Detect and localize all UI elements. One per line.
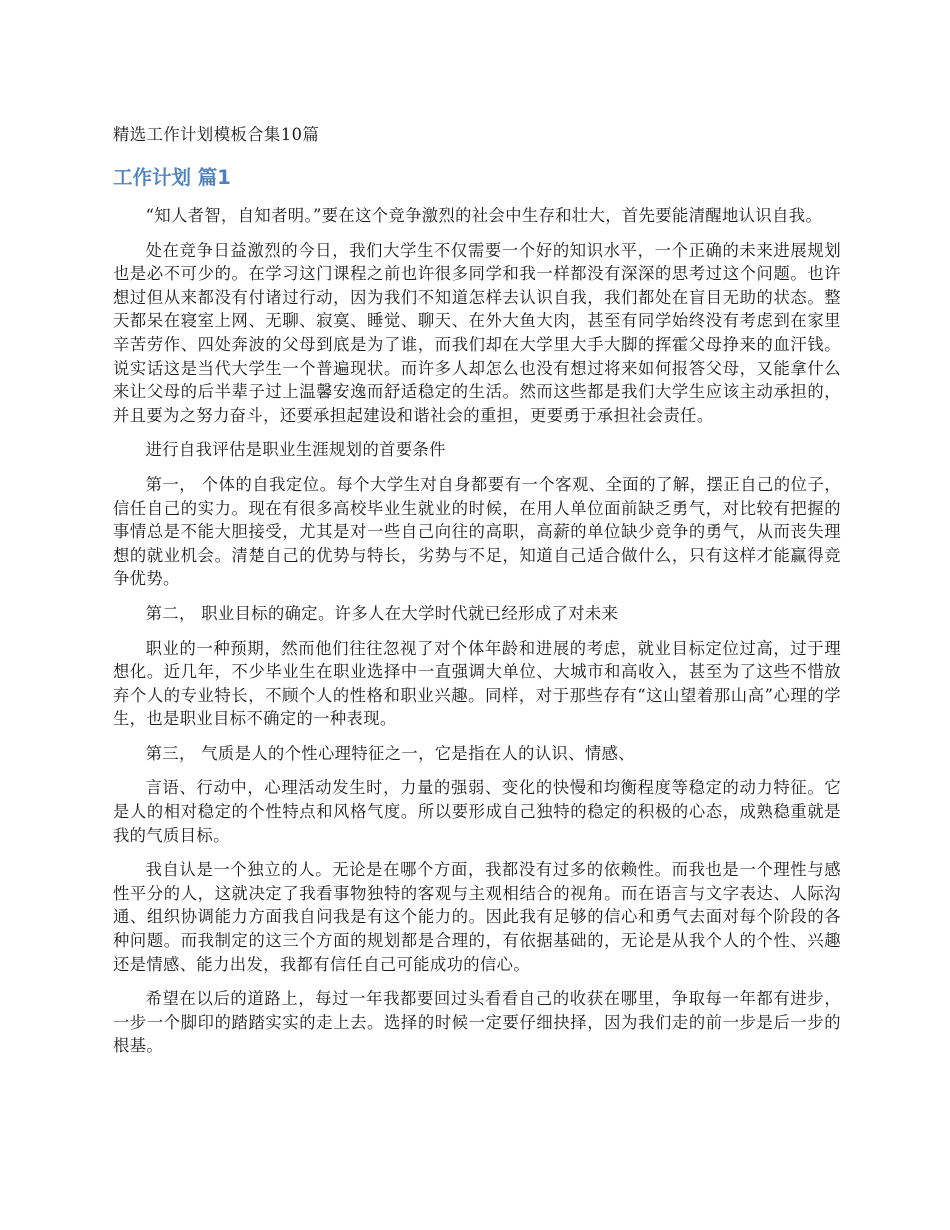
paragraph: 希望在以后的道路上，每过一年我都要回过头看看自己的收获在哪里，争取每一年都有进步，一步一个脚印的踏踏实实的走上去。选择的时候一定要仔细抉择，因为我们走的前一步是后一步的根基。 [113,989,841,1056]
paragraph: 第二， 职业目标的确定。许多人在大学时代就已经形成了对未来 [145,603,619,623]
document-title: 精选工作计划模板合集10篇 [113,125,320,144]
paragraph: 进行自我评估是职业生涯规划的首要条件 [145,440,446,460]
paragraph: 我自认是一个独立的人。无论是在哪个方面，我都没有过多的依赖性。而我也是一个理性与感性平分的人，这就决定了我看事物独特的客观与主观相结合的视角。而在语言与文字表达、人际沟通、组织协调能力方面我自问我是有这个能力的。因此我有足够的信心和勇气去面对每个阶段的各种问题。而我制定的这三个方面的规划都是合理的，有依据基础的，无论是从我个人的个性、兴趣还是情感、能力出发，我都有信任自己可能成功的信心。 [113,860,841,974]
paragraph: 职业的一种预期，然而他们往往忽视了对个体年龄和进展的考虑，就业目标定位过高，过于理想化。近几年，不少毕业生在职业选择中一直强调大单位、大城市和高收入，甚至为了这些不惜放弃个人的专业特长，不顾个人的性格和职业兴趣。同样，对于那些存有“这山望着那山高”心理的学生，也是职业目标不确定的一种表现。 [113,638,841,729]
paragraph: “知人者智，自知者明。”要在这个竞争激烈的社会中生存和壮大，首先要能清醒地认识自我。 [145,206,823,225]
document-page [113,122,841,1069]
paragraph: 处在竞争日益激烈的今日，我们大学生不仅需要一个好的知识水平，一个正确的未来进展规划也是必不可少的。在学习这门课程之前也许很多同学和我一样都没有深深的思考过这个问题。也许想过但从来都没有付诸过行动，因为我们不知道怎样去认识自我，我们都处在盲目无助的状态。整天都呆在寝室上网、无聊、寂寞、睡觉、聊天、在外大鱼大肉，甚至有同学始终没有考虑到在家里辛苦劳作、四处奔波的父母到底是为了谁，而我们却在大学里大手大脚的挥霍父母挣来的血汗钱。说实话这是当代大学生一个普遍现状。而许多人却怎么也没有想过将来如何报答父母，又能拿什么来让父母的后半辈子过上温馨安逸而舒适稳定的生活。然而这些都是我们大学生应该主动承担的，并且要为之努力奋斗，还要承担起建设和谐社会的重担，更要勇于承担社会责任。 [113,240,841,425]
section-heading: 工作计划 篇1 [113,166,231,189]
paragraph: 第一， 个体的自我定位。每个大学生对自身都要有一个客观、全面的了解，摆正自己的位子，信任自己的实力。现在有很多高校毕业生就业的时候，在用人单位面前缺乏勇气，对比较有把握的事情总是不能大胆接受，尤其是对一些自己向往的高职，高薪的单位缺少竞争的勇气，从而丧失理想的就业机会。清楚自己的优势与特长，劣势与不足，知道自己适合做什么，只有这样才能赢得竞争优势。 [113,474,841,589]
paragraph: 第三， 气质是人的个性心理特征之一，它是指在人的认识、情感、 [145,743,635,763]
paragraph: 言语、行动中，心理活动发生时，力量的强弱、变化的快慢和均衡程度等稳定的动力特征。它是人的相对稳定的个性特点和风格气度。所以要形成自己独特的稳定的积极的心态，成熟稳重就是我的气质目标。 [113,778,841,845]
